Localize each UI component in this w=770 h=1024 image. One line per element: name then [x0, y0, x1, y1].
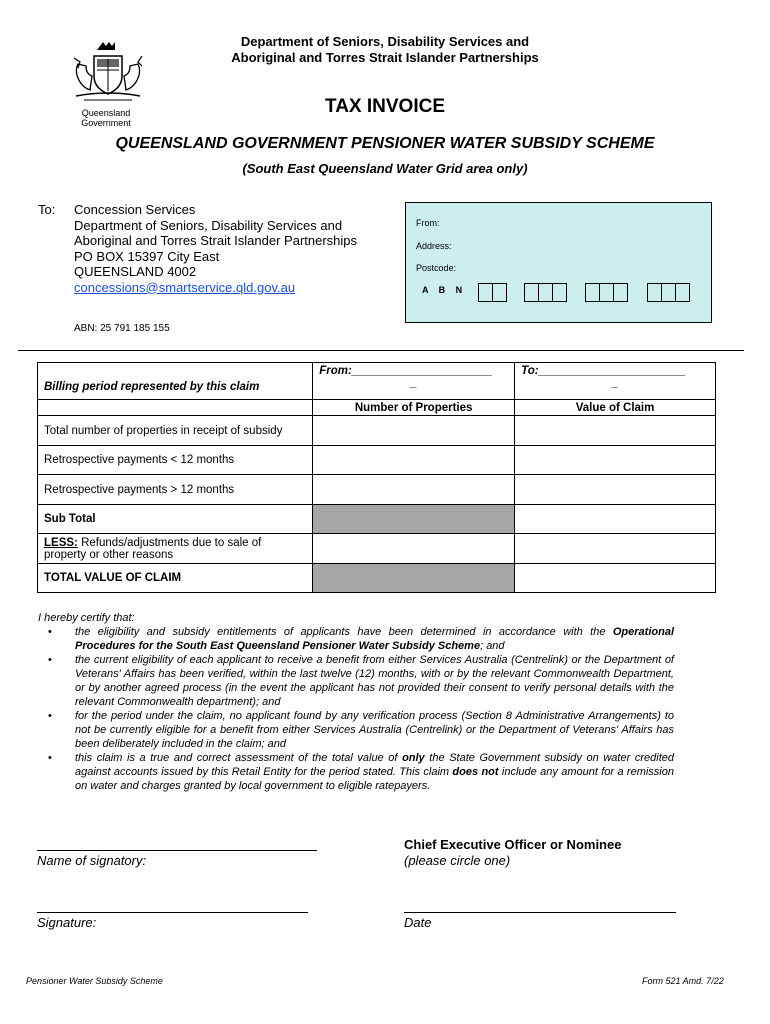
- postcode-field-label[interactable]: Postcode:: [416, 263, 457, 273]
- signature-line[interactable]: [37, 912, 308, 913]
- name-signature-line[interactable]: [37, 850, 317, 851]
- table-row: [38, 446, 716, 475]
- address-line: Aboriginal and Torres Strait Islander Partnerships: [74, 233, 358, 248]
- abn-digit-box[interactable]: [524, 283, 539, 302]
- claim-table: [37, 362, 716, 593]
- value-input-cell[interactable]: [515, 564, 716, 593]
- abn-digit-box[interactable]: [492, 283, 507, 302]
- value-input-cell[interactable]: [515, 534, 716, 564]
- date-line[interactable]: [404, 912, 676, 913]
- address-line: QUEENSLAND 4002: [74, 264, 197, 279]
- properties-input-cell[interactable]: [313, 446, 515, 475]
- abn-digit-box[interactable]: [538, 283, 553, 302]
- row-label: Retrospective payments < 12 months: [38, 446, 313, 475]
- total-row: [38, 564, 716, 593]
- section-divider: [18, 350, 744, 351]
- address-line: PO BOX 15397 City East: [74, 248, 220, 264]
- properties-input-cell[interactable]: [313, 534, 515, 564]
- abn-digit-group-1[interactable]: [478, 283, 506, 302]
- address-line: Concession Services: [74, 202, 196, 217]
- less-description: Refunds/adjustments due to sale of property or other reasons: [44, 536, 262, 561]
- bullet: •: [48, 710, 52, 722]
- row-label: Total number of properties in receipt of subsidy: [38, 416, 313, 446]
- ceo-sub-label: (please circle one): [404, 853, 511, 868]
- certification-item: • the eligibility and subsidy entitlements of applicants have been determined in accordance with the Operational Procedures for the South East Queensland Pensioner Water Subsidy Scheme; and: [48, 626, 674, 652]
- abn-digit-group-3[interactable]: [585, 283, 627, 302]
- row-label: Retrospective payments > 12 months: [38, 475, 313, 505]
- abn-label: A B N: [422, 285, 467, 295]
- value-input-cell[interactable]: [515, 505, 716, 534]
- certification-item: • the current eligibility of each applicant to receive a benefit from either Services Australia (Centrelink) or the Department of Veterans' Affairs has been verified, within the last twelve (12) months, with or by the relevant Commonwealth Department, or by another agreed process (in the event the applicant has not provided their consent to verify personal details with the relevant Commonwealth department); and: [48, 654, 674, 708]
- ceo-label: Chief Executive Officer or Nominee: [404, 837, 622, 852]
- empty-header-cell: [38, 400, 313, 416]
- value-input-cell[interactable]: [515, 416, 716, 446]
- bullet: •: [48, 654, 52, 666]
- abn-digit-group-4[interactable]: [647, 283, 689, 302]
- logo-text-queensland: Queensland: [81, 108, 131, 118]
- shaded-cell: [313, 564, 515, 593]
- properties-input-cell[interactable]: [313, 475, 515, 505]
- to-label: To:: [38, 202, 56, 217]
- less-keyword: LESS:: [44, 536, 78, 549]
- scheme-area: (South East Queensland Water Grid area only): [242, 161, 528, 176]
- footer-form-number: Form 521 Amd. 7/22: [642, 976, 724, 986]
- department-line-1: Department of Seniors, Disability Services and: [240, 34, 530, 49]
- table-row: [38, 416, 716, 446]
- address-field-label[interactable]: Address:: [416, 241, 452, 251]
- abn-digit-box[interactable]: [661, 283, 676, 302]
- name-of-signatory-label: Name of signatory:: [37, 853, 147, 868]
- abn-digit-box[interactable]: [478, 283, 493, 302]
- abn-digit-box[interactable]: [585, 283, 600, 302]
- billing-to-underline: _: [611, 377, 619, 389]
- billing-period-label: Billing period represented by this claim: [38, 363, 313, 400]
- abn-digit-box[interactable]: [599, 283, 614, 302]
- supplier-details-box: [405, 202, 712, 323]
- billing-to-label: To:_______________________: [521, 365, 686, 377]
- signature-label: Signature:: [37, 915, 97, 930]
- row-label: [38, 534, 313, 564]
- billing-from-label: From:______________________: [319, 365, 493, 377]
- row-label: Sub Total: [38, 505, 313, 534]
- certification-intro: I hereby certify that:: [38, 612, 135, 624]
- properties-input-cell[interactable]: [313, 416, 515, 446]
- value-input-cell[interactable]: [515, 446, 716, 475]
- certification-item: • for the period under the claim, no applicant found by any verification process (Section 8 Administrative Arrangements) to not be currently eligible for a benefit from either Services Australia (Centrelink) or the Department of Veterans' Affairs has been deliberately included in the claim; and: [48, 710, 674, 750]
- address-line: Department of Seniors, Disability Services and: [74, 217, 343, 233]
- abn-digit-box[interactable]: [647, 283, 662, 302]
- billing-from-cell[interactable]: [313, 363, 515, 400]
- procedures-reference: Operational Procedures for the South East Queensland Pensioner Water Subsidy Scheme: [75, 626, 674, 652]
- logo-text-government: Government: [81, 118, 131, 128]
- abn-digit-box[interactable]: [613, 283, 628, 302]
- recipient-abn: ABN: 25 791 185 155: [74, 323, 170, 334]
- shaded-cell: [313, 505, 515, 534]
- less-row: [38, 534, 716, 564]
- bullet: •: [48, 752, 52, 764]
- email-link[interactable]: concessions@smartservice.qld.gov.au: [74, 279, 296, 295]
- page-title: TAX INVOICE: [325, 96, 445, 117]
- row-label: TOTAL VALUE OF CLAIM: [38, 564, 313, 593]
- certification-block: [38, 611, 674, 793]
- scheme-title: QUEENSLAND GOVERNMENT PENSIONER WATER SUBSIDY SCHEME: [115, 135, 655, 152]
- billing-from-underline: _: [410, 377, 417, 389]
- col-header-properties: Number of Properties: [313, 400, 515, 416]
- col-header-value: Value of Claim: [515, 400, 716, 416]
- table-row: [38, 475, 716, 505]
- abn-digit-group-2[interactable]: [524, 283, 566, 302]
- value-input-cell[interactable]: [515, 475, 716, 505]
- from-field-label[interactable]: From:: [416, 218, 440, 228]
- certification-item: • this claim is a true and correct assessment of the total value of only the State Government subsidy on water credited against accounts issued by this Retail Entity for the period stated. This claim does not include any amount for a remission on water and charges granted by local government to eligible ratepayers.: [48, 752, 674, 792]
- billing-period-row: [38, 363, 716, 400]
- billing-to-cell[interactable]: [515, 363, 716, 400]
- footer-scheme-name: Pensioner Water Subsidy Scheme: [26, 976, 163, 986]
- abn-digit-box[interactable]: [552, 283, 567, 302]
- column-header-row: [38, 400, 716, 416]
- subtotal-row: [38, 505, 716, 534]
- recipient-address: [74, 202, 357, 295]
- date-label: Date: [404, 915, 432, 930]
- department-line-2: Aboriginal and Torres Strait Islander Partnerships: [231, 50, 539, 65]
- abn-digit-box[interactable]: [675, 283, 690, 302]
- bullet: •: [48, 626, 52, 638]
